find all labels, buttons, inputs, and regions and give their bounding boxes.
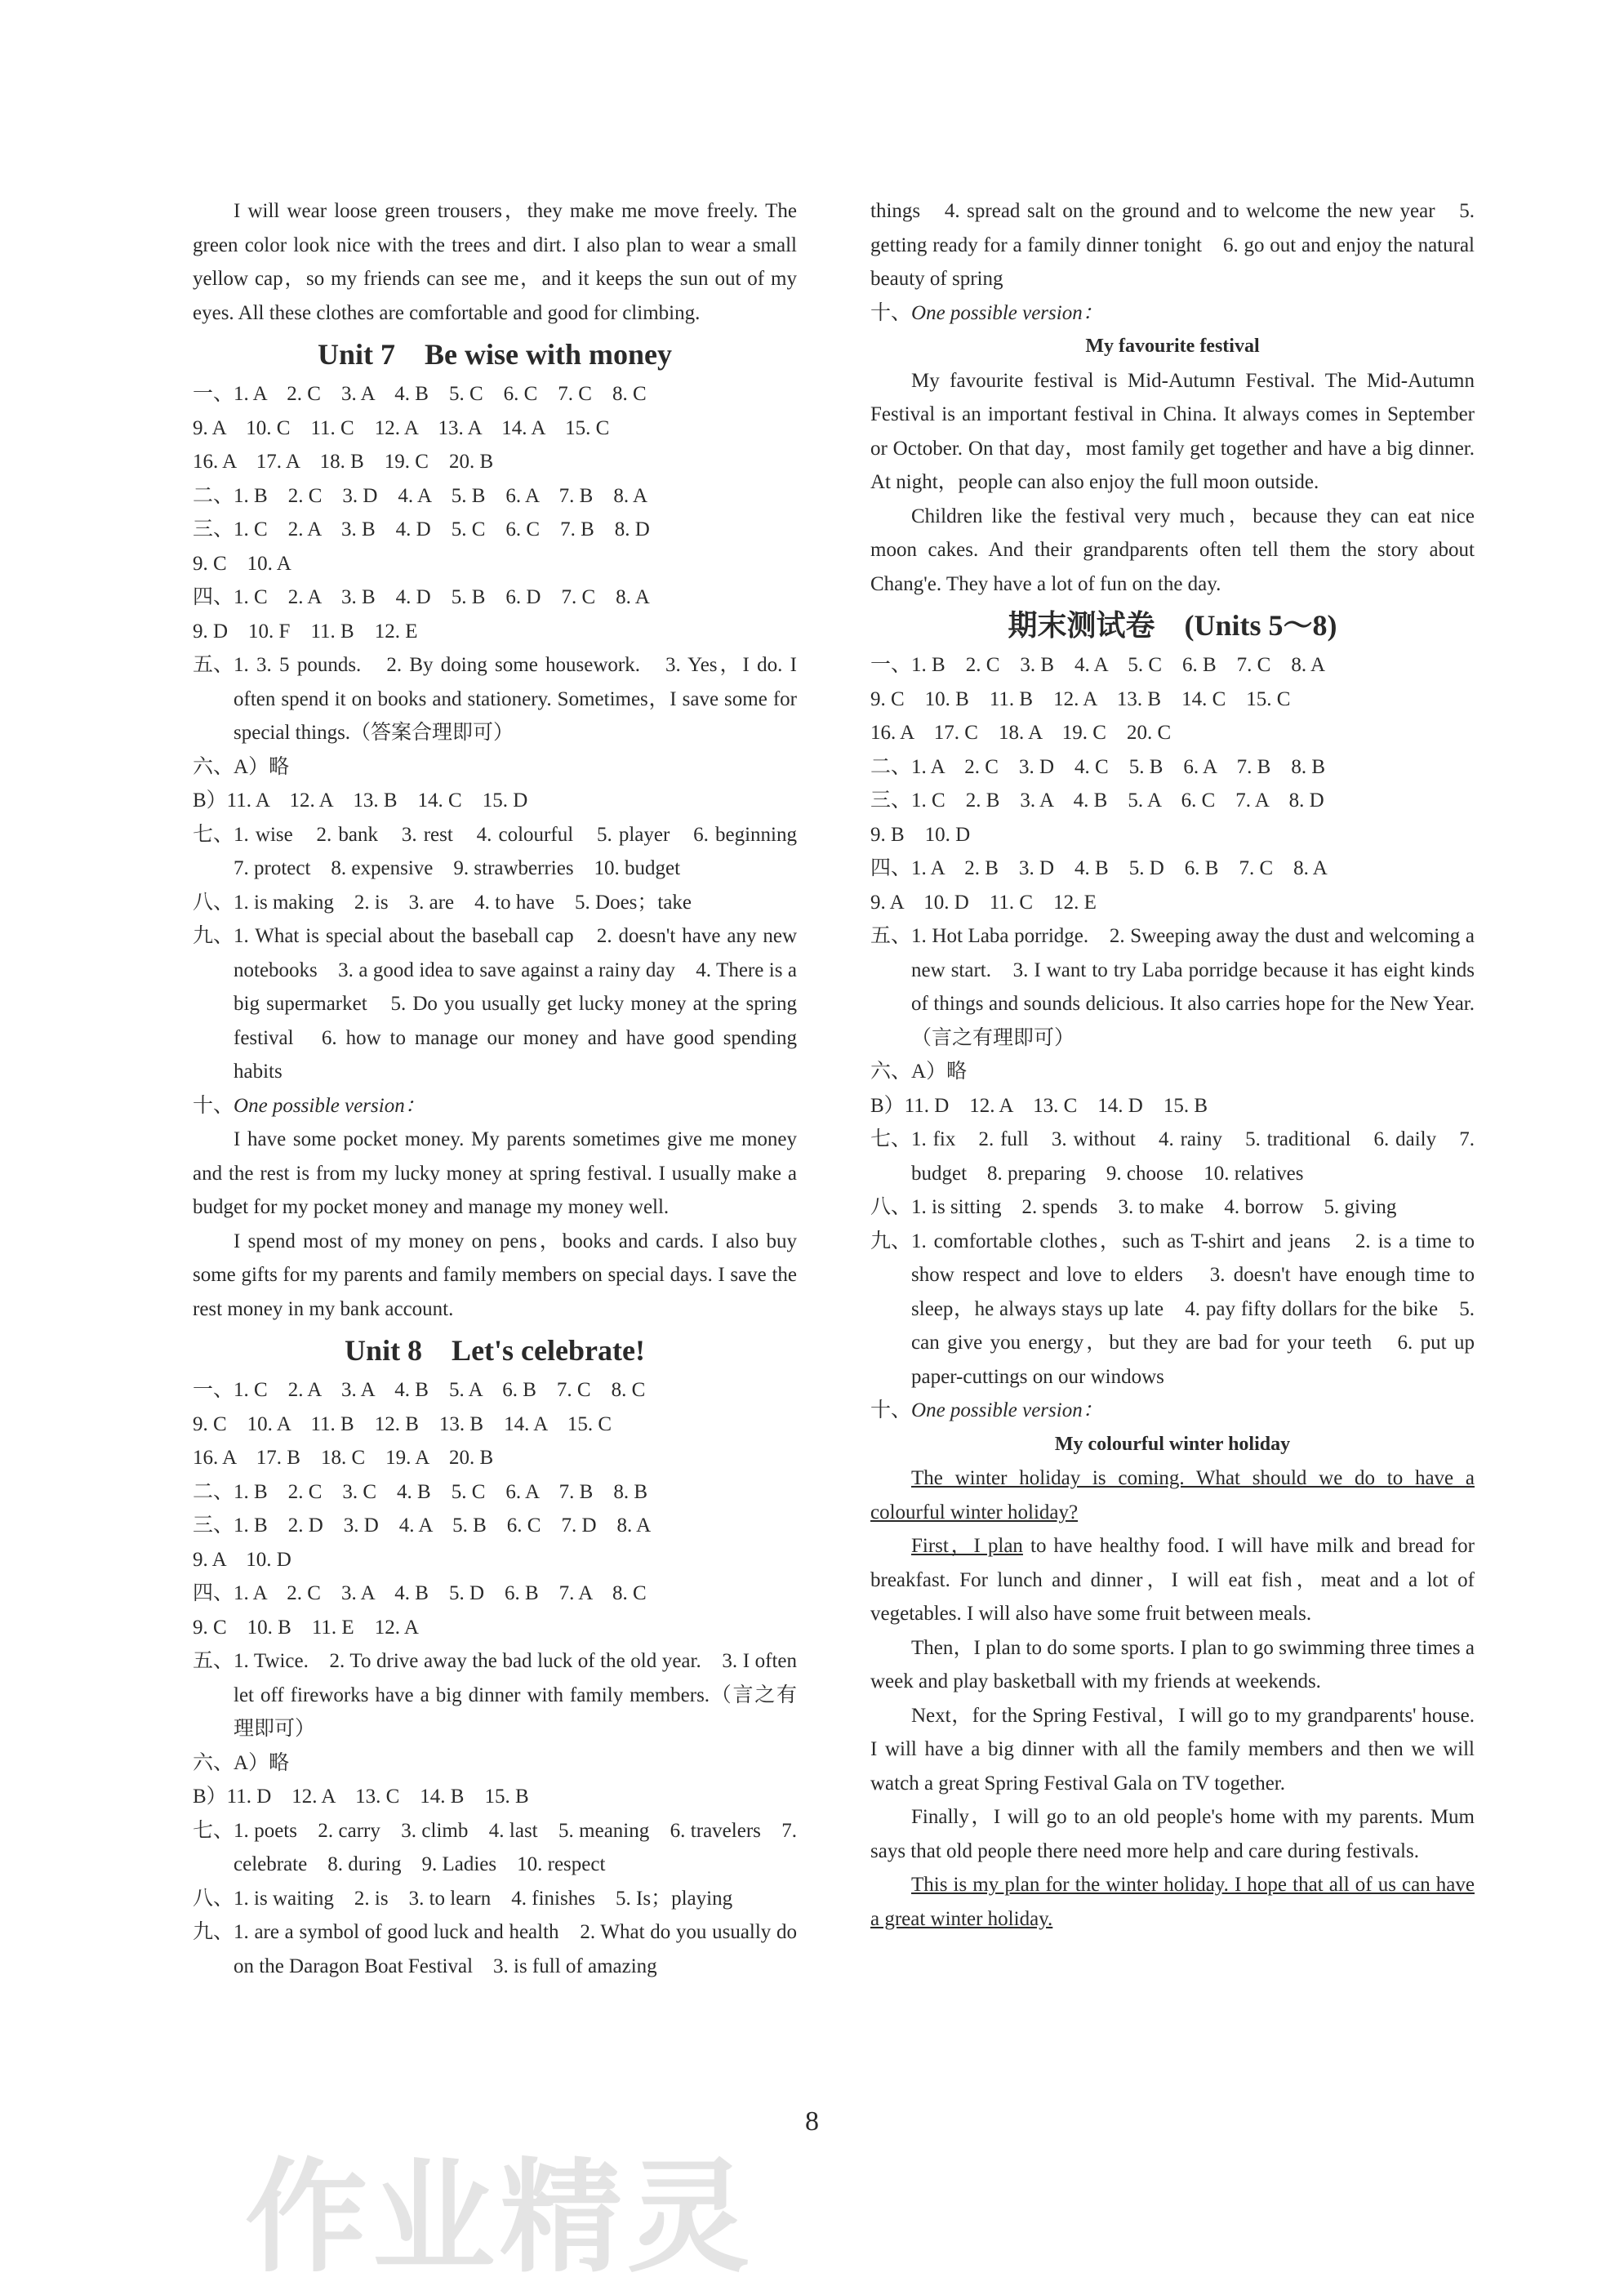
essay2-p2: Then，I plan to do some sports. I plan to go swimming three times a week and play basketball with my friends at weekends. [870,1636,1475,1692]
essay2-p3: Next，for the Spring Festival，I will go to my grandparents' house. I will have a big dinner with all the family members and then we will watch a great Spring Festival Gala on TV together. [870,1704,1475,1795]
unit7-q6a: 六、 A）略 [193,755,290,778]
final-q9: 九、 1. comfortable clothes，such as T-shirt and jeans 2. is a time to show respect and love to elders 3. doesn't have enough time to sleep，he always stays up late 4. pay fifty dollars for the bike 5. can give you energy，but they are bad for your teeth 6. put up paper-cuttings on our windows [870,1230,1475,1388]
unit7-q8: 八、 1. is making 2. is 3. are 4. to have 5. Does；take [193,891,692,914]
right-column [870,194,1475,1936]
unit7-answer-grid [193,377,797,648]
intro-paragraph: I will wear loose green trousers，they make me move freely. The green color look nice with the trees and dirt. I also plan to wear a small yellow cap，so my friends can see me，and it keeps the sun out of my eyes. All these clothes are comfortable and good for climbing. [193,200,797,324]
final-answer-grid [870,648,1475,919]
left-column [193,194,818,1983]
answer-row: 16. A 17. B 18. C 19. A 20. B [193,1447,494,1469]
answer-row: 四、 1. A 2. C 3. A 4. B 5. D 6. B 7. A 8. C [193,1582,647,1604]
answer-row: 二、 1. A 2. C 3. D 4. C 5. B 6. A 7. B 8. B [870,755,1326,778]
final-q5: 五、 1. Hot Laba porridge. 2. Sweeping away the dust and welcoming a new start. 3. I want to try Laba porridge because it has eight kinds of things and sounds delicious. It also carries hope for the New Year.（言之有理即可） [870,925,1475,1049]
unit8-q9-continued: things 4. spread salt on the ground and to welcome the new year 5. getting ready for a family dinner tonight 6. go out and enjoy the natural beauty of spring [870,200,1475,290]
unit7-essay-p2: I spend most of my money on pens，books and cards. I also buy some gifts for my parents and family members on special days. I save the rest money in my bank account. [193,1230,797,1320]
answer-row: 二、 1. B 2. C 3. C 4. B 5. C 6. A 7. B 8. B [193,1480,648,1503]
unit8-q5: 五、 1. Twice. 2. To drive away the bad luck of the old year. 3. I often let off fireworks have a big dinner with family members.（言之有理即可） [193,1650,797,1740]
unit8-q8: 八、 1. is waiting 2. is 3. to learn 4. finishes 5. Is；playing [193,1887,733,1910]
answer-row: 三、 1. C 2. B 3. A 4. B 5. A 6. C 7. A 8. D [870,789,1324,812]
essay2-conclusion: This is my plan for the winter holiday. I hope that all of us can have a great winter holiday. [870,1874,1475,1930]
answer-row: 一、 1. B 2. C 3. B 4. A 5. C 6. B 7. C 8. A [870,654,1326,676]
answer-row: 一、 1. C 2. A 3. A 4. B 5. A 6. B 7. C 8. C [193,1379,646,1401]
answer-row: 四、 1. A 2. B 3. D 4. B 5. D 6. B 7. C 8. A [870,857,1328,879]
answer-row: 9. C 10. B 11. B 12. A 13. B 14. C 15. C [870,687,1291,710]
essay2-title: My colourful winter holiday [1054,1433,1291,1455]
unit7-essay-p1: I have some pocket money. My parents sometimes give me money and the rest is from my lucky money at spring festival. I usually make a budget for my pocket money and manage my money well. [193,1128,797,1218]
unit8-q6b: B）11. D 12. A 13. C 14. B 15. B [193,1786,529,1808]
unit7-q5: 五、 1. 3. 5 pounds. 2. By doing some housework. 3. Yes，I do. I often spend it on books and stationery. Sometimes，I save some for special things.（答案合理即可） [193,654,797,744]
answer-row: 四、 1. C 2. A 3. B 4. D 5. B 6. D 7. C 8. A [193,586,650,608]
watermark: 作业精灵 [245,2147,755,2289]
final-q10: 十、 One possible version： [870,1399,1103,1421]
answer-row: 9. C 10. B 11. E 12. A [193,1616,419,1639]
answer-row: 9. C 10. A 11. B 12. B 13. B 14. A 15. C [193,1412,612,1435]
unit8-q10: 十、 One possible version： [870,301,1103,324]
unit8-q7: 七、 1. poets 2. carry 3. climb 4. last 5. meaning 6. travelers 7. celebrate 8. during 9. Ladies 10. respect [193,1819,797,1875]
essay2-p4: Finally，I will go to an old people's home with my parents. Mum says that old people there need more help and care during festivals. [870,1806,1475,1862]
page-number: 8 [805,2106,819,2137]
answer-row: 9. C 10. A [193,552,291,575]
unit8-q6a: 六、 A）略 [193,1751,290,1774]
answer-row: 16. A 17. C 18. A 19. C 20. C [870,722,1172,744]
unit7-q9: 九、 1. What is special about the baseball cap 2. doesn't have any new notebooks 3. a good idea to save against a rainy day 4. There is a big supermarket 5. Do you usually get lucky money at the spring festival 6. how to manage our money and have good spending habits [193,925,797,1083]
unit8-title: Unit 8 Let's celebrate! [345,1334,645,1367]
essay1-title: My favourite festival [1085,336,1260,357]
unit8-answer-grid [193,1373,797,1644]
final-q8: 八、 1. is sitting 2. spends 3. to make 4. borrow 5. giving [870,1196,1397,1218]
answer-row: 9. A 10. D 11. C 12. E [870,891,1097,914]
answer-row: 二、 1. B 2. C 3. D 4. A 5. B 6. A 7. B 8. A [193,484,648,507]
unit7-title: Unit 7 Be wise with money [318,338,672,371]
final-test-title: 期末测试卷 (Units 5～8) [1008,609,1337,642]
answer-row: 一、 1. A 2. C 3. A 4. B 5. C 6. C 7. C 8. C [193,383,647,405]
essay1-p2: Children like the festival very much，because they can eat nice moon cakes. And their grandparents often tell them the story about Chang'e. They have a lot of fun on the day. [870,505,1475,595]
answer-row: 9. A 10. C 11. C 12. A 13. A 14. A 15. C [193,416,610,439]
final-q6b: B）11. D 12. A 13. C 14. D 15. B [870,1094,1208,1117]
final-q7: 七、 1. fix 2. full 3. without 4. rainy 5. traditional 6. daily 7. budget 8. preparing 9. choose 10. relatives [870,1128,1475,1185]
unit7-q10: 十、 One possible version： [193,1094,425,1117]
essay1-p1: My favourite festival is Mid-Autumn Festival. The Mid-Autumn Festival is an important festival in China. It always comes in September or October. On that day，most family get together and have a big dinner. At night，people can also enjoy the full moon outside. [870,369,1475,493]
unit7-q7: 七、 1. wise 2. bank 3. rest 4. colourful 5. player 6. beginning 7. protect 8. expensive 9. strawberries 10. budget [193,823,818,879]
answer-row: 9. A 10. D [193,1548,291,1571]
answer-row: 三、 1. B 2. D 3. D 4. A 5. B 6. C 7. D 8. A [193,1514,652,1537]
unit8-q9: 九、 1. are a symbol of good luck and health 2. What do you usually do on the Daragon Boat Festival 3. is full of amazing [193,1921,797,1977]
answer-row: 16. A 17. A 18. B 19. C 20. B [193,451,494,473]
answer-row: 9. B 10. D [870,823,971,846]
final-q6a: 六、 A）略 [870,1061,968,1083]
essay2-p1: First，I plan to have healthy food. I will have milk and bread for breakfast. For lunch and dinner，I will eat fish，meat and a lot of vegetables. I will also have some fruit between meals. [870,1535,1475,1625]
answer-row: 三、 1. C 2. A 3. B 4. D 5. C 6. C 7. B 8. D [193,518,650,540]
answer-row: 9. D 10. F 11. B 12. E [193,620,418,643]
unit7-q6b: B）11. A 12. A 13. B 14. C 15. D [193,789,528,812]
essay2-intro: The winter holiday is coming. What should we do to have a colourful winter holiday? [870,1467,1475,1523]
